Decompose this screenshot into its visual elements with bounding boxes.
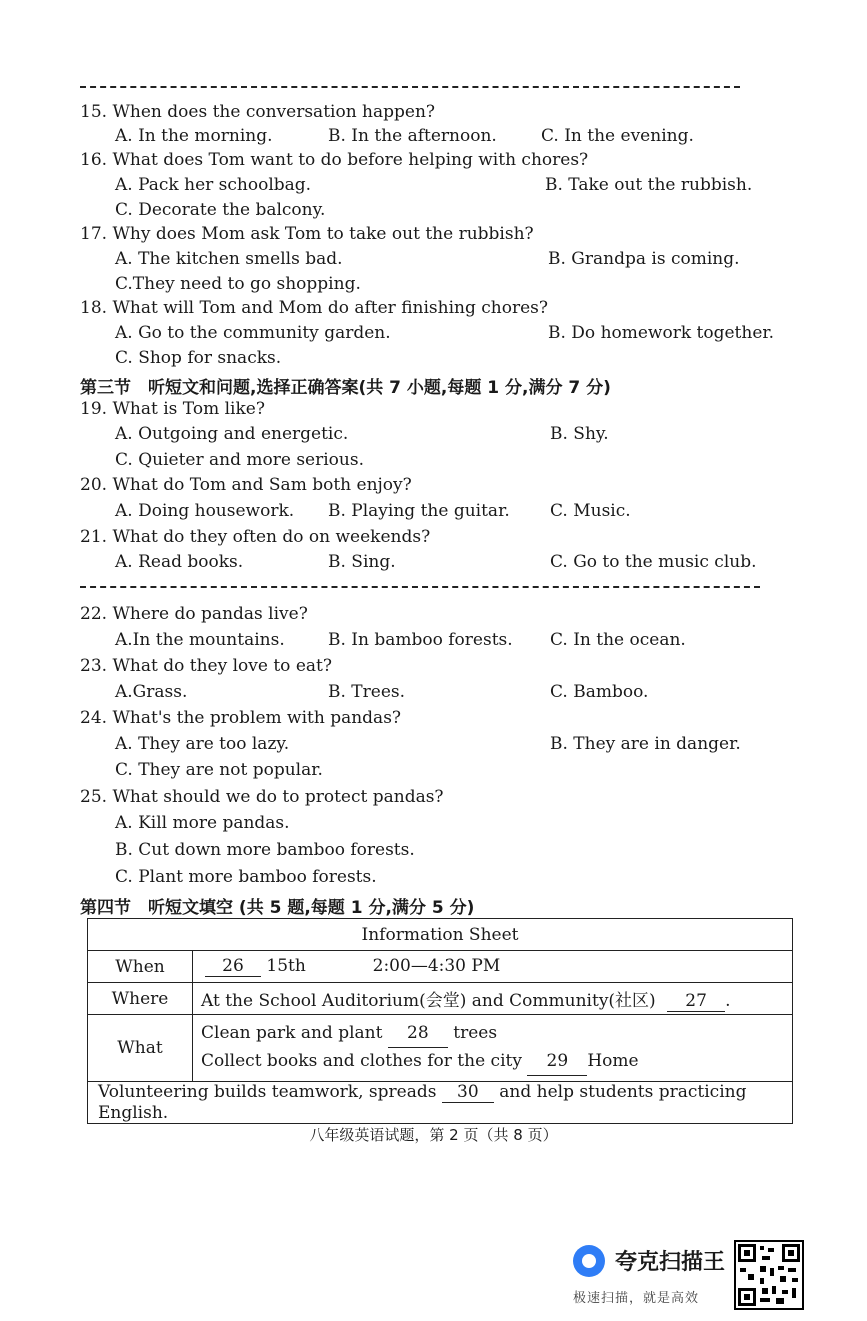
- question-16: 16. What does Tom want to do before helping with chores?: [80, 150, 589, 170]
- option-15c: C. In the evening.: [541, 126, 694, 146]
- option-21a: A. Read books.: [115, 552, 244, 572]
- what-line2-text: Collect books and clothes for the city: [201, 1051, 522, 1071]
- option-22a: A.In the mountains.: [115, 630, 285, 650]
- option-25c: C. Plant more bamboo forests.: [115, 867, 377, 887]
- option-15b: B. In the afternoon.: [328, 126, 497, 146]
- quark-logo-icon: [573, 1245, 605, 1277]
- option-16a: A. Pack her schoolbag.: [115, 175, 312, 195]
- option-24b: B. They are in danger.: [550, 734, 741, 754]
- option-23b: B. Trees.: [328, 682, 406, 702]
- option-18c: C. Shop for snacks.: [115, 348, 282, 368]
- section-3-title: 第三节 听短文和问题,选择正确答案(共 7 小题,每题 1 分,满分 7 分): [80, 378, 611, 398]
- info-footer-row: [88, 1082, 793, 1124]
- option-16b: B. Take out the rubbish.: [545, 175, 753, 195]
- option-17b: B. Grandpa is coming.: [548, 249, 740, 269]
- information-sheet-table: [87, 918, 793, 1124]
- question-19: 19. What is Tom like?: [80, 399, 265, 419]
- blank-30[interactable]: 30: [442, 1082, 494, 1103]
- option-15a: A. In the morning.: [115, 126, 273, 146]
- when-label: When: [88, 951, 193, 983]
- when-date: 15th: [266, 956, 306, 976]
- where-text: At the School Auditorium(会堂) and Community(社区): [201, 990, 656, 1011]
- question-15: 15. When does the conversation happen?: [80, 102, 436, 122]
- question-23: 23. What do they love to eat?: [80, 656, 332, 676]
- option-19a: A. Outgoing and energetic.: [115, 424, 349, 444]
- question-22: 22. Where do pandas live?: [80, 604, 308, 624]
- option-24a: A. They are too lazy.: [115, 734, 290, 754]
- option-18a: A. Go to the community garden.: [115, 323, 391, 343]
- option-23a: A.Grass.: [115, 682, 188, 702]
- option-20a: A. Doing housework.: [115, 501, 295, 521]
- option-20b: B. Playing the guitar.: [328, 501, 510, 521]
- what-line1-tail: trees: [453, 1023, 498, 1043]
- question-24: 24. What's the problem with pandas?: [80, 708, 402, 728]
- option-19c: C. Quieter and more serious.: [115, 450, 364, 470]
- question-21: 21. What do they often do on weekends?: [80, 527, 431, 547]
- section-4-title: 第四节 听短文填空 (共 5 题,每题 1 分,满分 5 分): [80, 898, 475, 918]
- blank-26[interactable]: 26: [205, 956, 261, 977]
- option-25a: A. Kill more pandas.: [115, 813, 290, 833]
- option-17a: A. The kitchen smells bad.: [115, 249, 343, 269]
- info-footer-text-a: Volunteering builds teamwork, spreads: [98, 1082, 437, 1102]
- what-cell: [193, 1015, 793, 1082]
- option-20c: C. Music.: [550, 501, 631, 521]
- question-17: 17. Why does Mom ask Tom to take out the rubbish?: [80, 224, 534, 244]
- what-label: What: [88, 1015, 193, 1082]
- when-time: 2:00—4:30 PM: [372, 956, 501, 976]
- info-footer-text-b: and help students practicing English.: [98, 1082, 747, 1123]
- blank-28[interactable]: 28: [388, 1020, 448, 1048]
- where-label: Where: [88, 983, 193, 1015]
- option-22b: B. In bamboo forests.: [328, 630, 513, 650]
- page-footer: 八年级英语试题，第 2 页（共 8 页）: [309, 1126, 558, 1144]
- question-25: 25. What should we do to protect pandas?: [80, 787, 444, 807]
- mid-divider: [80, 586, 760, 588]
- option-22c: C. In the ocean.: [550, 630, 686, 650]
- option-21b: B. Sing.: [328, 552, 396, 572]
- where-cell: At the School Auditorium(会堂) and Community(社区) 27 .: [193, 983, 793, 1015]
- option-19b: B. Shy.: [550, 424, 609, 444]
- option-16c: C. Decorate the balcony.: [115, 200, 326, 220]
- option-25b: B. Cut down more bamboo forests.: [115, 840, 415, 860]
- question-20: 20. What do Tom and Sam both enjoy?: [80, 475, 412, 495]
- info-sheet-title: Information Sheet: [88, 919, 793, 951]
- brand-slogan: 极速扫描，就是高效: [573, 1291, 700, 1306]
- option-23c: C. Bamboo.: [550, 682, 649, 702]
- what-line1-text: Clean park and plant: [201, 1023, 383, 1043]
- option-21c: C. Go to the music club.: [550, 552, 757, 572]
- what-line2-tail: Home: [587, 1051, 639, 1071]
- blank-27[interactable]: 27: [667, 991, 725, 1012]
- brand-name: 夸克扫描王: [615, 1250, 726, 1275]
- option-18b: B. Do homework together.: [548, 323, 775, 343]
- top-divider: [80, 86, 740, 88]
- when-cell: [193, 951, 793, 983]
- qr-code-icon: [734, 1240, 804, 1310]
- blank-29[interactable]: 29: [527, 1048, 587, 1076]
- question-18: 18. What will Tom and Mom do after finishing chores?: [80, 298, 548, 318]
- option-17c: C.They need to go shopping.: [115, 274, 361, 294]
- option-24c: C. They are not popular.: [115, 760, 323, 780]
